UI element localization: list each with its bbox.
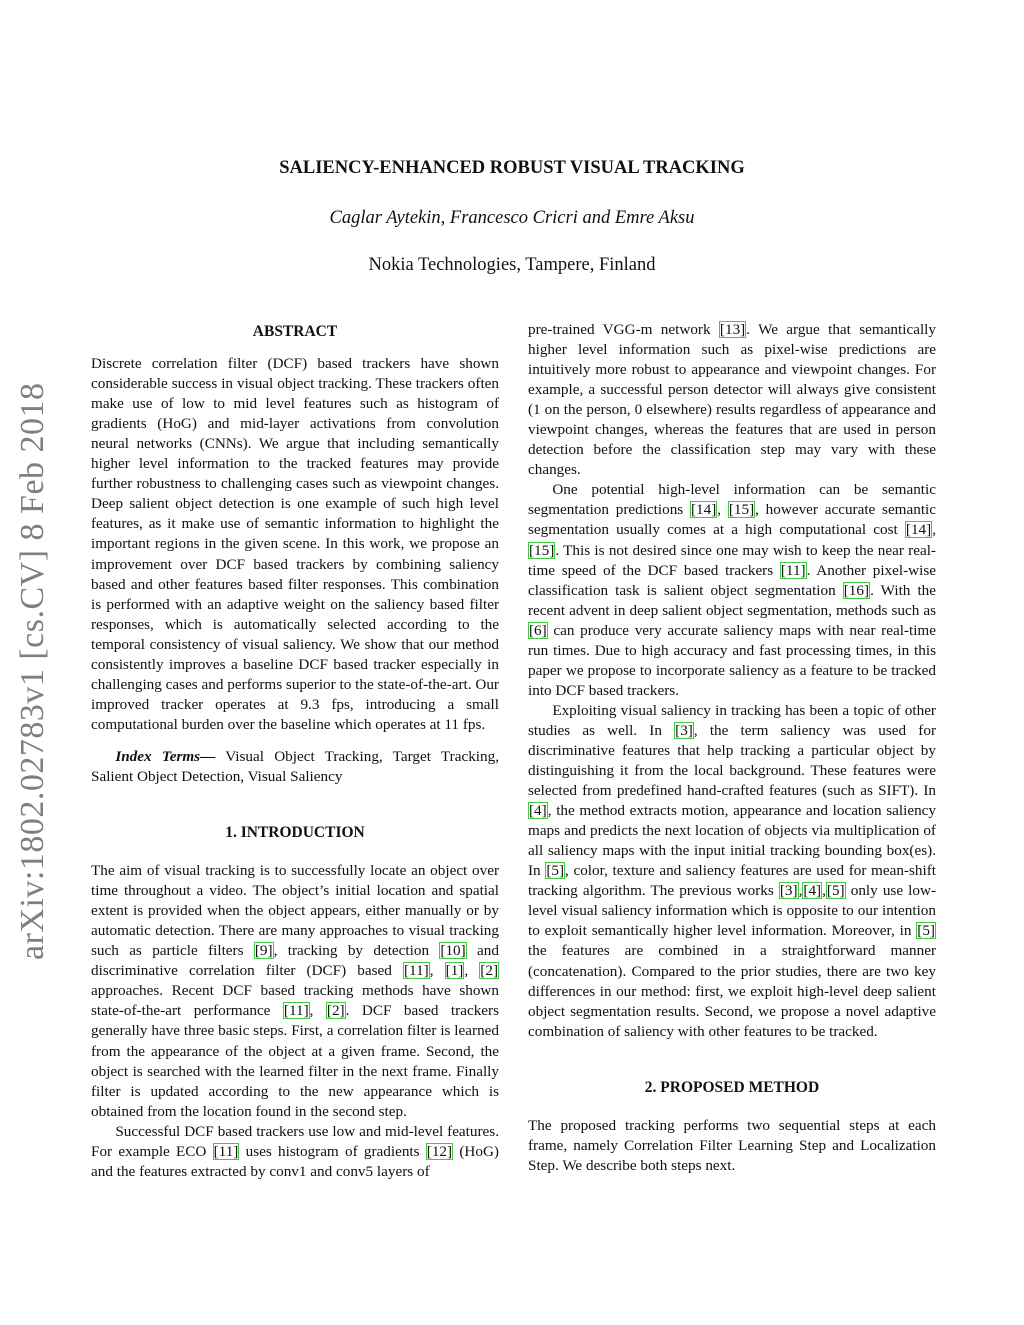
paragraph-text: , bbox=[932, 521, 936, 539]
right-paragraph-1 bbox=[528, 320, 936, 480]
abstract-heading: ABSTRACT bbox=[252, 323, 338, 340]
citation-link[interactable]: [3] bbox=[779, 882, 798, 900]
paragraph-text: . DCF based trackers generally have three basic steps. First, a correlation filter is learned from the appearance of the object at a given frame. Second, the object is searched with the learned filter in the next frame. Finally filter is updated according to the new appearance which is obtained from the location found in the second step. bbox=[91, 1002, 499, 1120]
right-paragraph-3 bbox=[528, 701, 936, 1042]
paragraph-text: , however accurate semantic segmentation usually comes at a high computational cost bbox=[528, 501, 937, 539]
paragraph-text: , tracking by detection bbox=[273, 942, 440, 960]
citation-link[interactable]: [4] bbox=[803, 882, 822, 900]
index-terms bbox=[91, 747, 499, 787]
paragraph-text: approaches. Recent DCF based tracking methods have shown state-of-the-art performance bbox=[91, 982, 499, 1020]
citation-link[interactable]: [13] bbox=[719, 321, 746, 338]
citation-link[interactable]: [6] bbox=[529, 621, 547, 639]
citation-link[interactable]: [5] bbox=[917, 922, 935, 940]
citation-link[interactable]: [11] bbox=[283, 1002, 309, 1020]
arxiv-identifier-text: arXiv:1802.02783v1 [cs.CV] 8 Feb 2018 bbox=[14, 382, 51, 960]
paragraph-text: , the method extracts motion, appearance and location saliency maps and predicts the next location of objects via multiplication of all saliency maps with the input initial tracking bounding box(es). In bbox=[528, 802, 936, 880]
paragraph-text: . With the recent advent in deep salient object segmentation, methods such as bbox=[528, 581, 936, 619]
paragraph-text: One potential high-level information can be semantic segmentation predictions bbox=[528, 481, 936, 519]
citation-link[interactable]: [3] bbox=[675, 721, 693, 739]
citation-link[interactable]: [12] bbox=[426, 1142, 453, 1160]
intro-paragraph-1 bbox=[91, 861, 499, 1122]
intro-paragraph-2 bbox=[91, 1122, 499, 1182]
citation-link[interactable]: [15] bbox=[728, 501, 755, 519]
paragraph-text: , bbox=[464, 962, 480, 980]
right-column bbox=[528, 320, 936, 1176]
paragraph-text: and discriminative correlation filter (DCF) based bbox=[91, 942, 499, 980]
paragraph-text: Successful DCF based trackers use low and mid-level features. For example ECO bbox=[91, 1122, 499, 1160]
citation-link[interactable]: [11] bbox=[403, 962, 429, 980]
paragraph-text: . We argue that semantically higher level information such as pixel-wise predictions are intuitively more robust to appearance and viewpoint changes. For example, a successful person detector will always give consistent (1 on the person, 0 elsewhere) results regardless of appearance and viewpoint changes, whereas the features that are used in person detection before the classification step may vary with these changes. bbox=[528, 321, 936, 479]
paragraph-text: pre-trained VGG-m network bbox=[528, 321, 719, 338]
introduction-heading: 1. INTRODUCTION bbox=[225, 824, 365, 842]
paragraph-text: , bbox=[798, 882, 803, 900]
paragraph-text: , bbox=[429, 962, 445, 980]
paper-title: SALIENCY-ENHANCED ROBUST VISUAL TRACKING bbox=[279, 158, 745, 178]
paragraph-text: , bbox=[309, 1002, 326, 1020]
citation-link[interactable]: [1] bbox=[445, 962, 464, 980]
citation-link[interactable]: [14] bbox=[690, 501, 717, 519]
paragraph-text: uses histogram of gradients bbox=[239, 1142, 426, 1160]
paragraph-text: . This is not desired since one may wish to keep the near real-time speed of the DCF based trackers bbox=[528, 541, 936, 579]
paragraph-text: , bbox=[717, 501, 728, 519]
citation-link[interactable]: [11] bbox=[780, 561, 806, 579]
index-terms-text: Visual Object Tracking, Target Tracking, Salient Object Detection, Visual Saliency bbox=[91, 747, 500, 785]
paragraph-text: can produce very accurate saliency maps with near real-time run times. Due to high accuracy and fast processing times, in this paper we propose to incorporate saliency as a feature to be tracked into DCF based trackers. bbox=[528, 621, 936, 699]
abstract-text: Discrete correlation filter (DCF) based trackers have shown considerable success in visual object tracking. These trackers often make use of low to mid level features such as histogram of gradients (HoG) and mid-layer activations from convolution neural networks (CNNs). We argue that including semantically higher level information to the tracked features may provide further robustness to challenging cases such as viewpoint changes. Deep salient object detection is one example of such high level features, as it make use of semantic information to highlight the important regions in the given scene. In this work, we propose an improvement over DCF based trackers by combining saliency based and other features based filter responses. This combination is performed with an adaptive weight on the saliency based filter responses, which is automatically selected according to the temporal consistency of visual saliency. We show that our method consistently improves a baseline DCF based tracker especially in challenging cases and performs superior to the state-of-the-art. Our improved tracker operates at 9.3 fps, introducing a small computational burden over the baseline which operates at 11 fps. bbox=[91, 355, 499, 733]
paragraph-text: , color, texture and saliency features are used for mean-shift tracking algorithm. The previous works bbox=[528, 862, 936, 900]
citation-link[interactable]: [9] bbox=[254, 942, 273, 960]
citation-link[interactable]: [2] bbox=[480, 962, 499, 980]
paragraph-text: , bbox=[822, 882, 826, 900]
arxiv-identifier bbox=[8, 360, 64, 960]
paragraph-text: (HoG) and the features extracted by conv1 and conv5 layers of bbox=[91, 1142, 499, 1180]
citation-link[interactable]: [10] bbox=[440, 942, 466, 960]
right-paragraph-2 bbox=[528, 480, 936, 701]
citation-link[interactable]: [14] bbox=[905, 521, 932, 539]
citation-link[interactable]: [11] bbox=[213, 1142, 239, 1160]
paper-authors: Caglar Aytekin, Francesco Cricri and Emre Aksu bbox=[329, 208, 695, 228]
citation-link[interactable]: [5] bbox=[826, 882, 845, 900]
method-paragraph-1 bbox=[528, 1116, 936, 1176]
paper-affiliation: Nokia Technologies, Tampere, Finland bbox=[368, 255, 656, 275]
citation-link[interactable]: [5] bbox=[546, 862, 565, 880]
citation-link[interactable]: [16] bbox=[843, 581, 870, 599]
paragraph-text: Exploiting visual saliency in tracking has been a topic of other studies as well. In bbox=[528, 701, 936, 739]
paragraph-text: only use low-level visual saliency information which is opposite to our intention to exploit semantically higher level information. Moreover, in bbox=[528, 882, 937, 940]
citation-link[interactable]: [2] bbox=[326, 1002, 345, 1020]
citation-link[interactable]: [4] bbox=[529, 802, 547, 820]
left-column bbox=[91, 320, 499, 1182]
index-terms-label: Index Terms— bbox=[115, 747, 216, 765]
paragraph-text: . Another pixel-wise classification task is salient object segmentation bbox=[528, 561, 936, 599]
paragraph-text: The aim of visual tracking is to successfully locate an object over time throughout a video. The object’s initial location and spatial extent is provided when the object appears, either manually or by automatic detection. There are many approaches to visual tracking such as particle filters bbox=[91, 862, 499, 960]
paragraph-text: , the term saliency was used for discriminative features that help tracking a particular object by distinguishing it from the local background. These features were selected from predefined hand-crafted features (such as SIFT). In bbox=[528, 721, 937, 800]
paragraph-text: the features are combined in a straightforward manner (concatenation). Compared to the prior studies, there are two key differences in our method: first, we exploit high-level deep salient object segmentation results. Second, we propose a novel adaptive combination of saliency with other features to be tracked. bbox=[528, 942, 936, 1040]
proposed-method-heading: 2. PROPOSED METHOD bbox=[644, 1078, 820, 1096]
citation-link[interactable]: [15] bbox=[529, 541, 555, 559]
paragraph-text: The proposed tracking performs two sequential steps at each frame, namely Correlation Filter Learning Step and Localization Step. We describe both steps next. bbox=[528, 1116, 936, 1174]
